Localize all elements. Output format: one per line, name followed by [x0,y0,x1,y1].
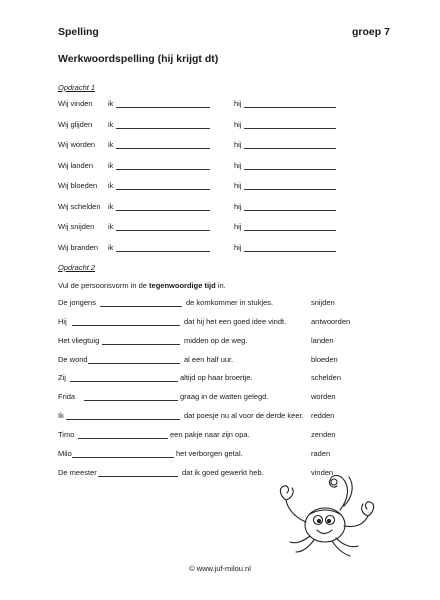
opdracht-1-row [0,242,440,254]
ik-prefix: ik [108,201,114,211]
sentence-end: dat poesje nu al voor de derde keer. [184,411,304,421]
verb-prompt: Wij bloeden [58,181,98,190]
ik-prefix: ik [108,140,114,149]
sentence-end: dat ik goed gewerkt heb. [182,467,264,477]
sentence-start: Het vliegtuig [58,335,100,345]
infinitive-hint: vinden [311,467,334,477]
opdracht-1-heading: Opdracht 1 [58,83,96,92]
ik-answer-field[interactable] [116,139,210,149]
ik-prefix: ik [108,160,114,170]
sentence-start: De jongens [58,298,96,307]
subject-label: Spelling [58,26,99,38]
ik-prefix: ik [108,242,114,252]
sentence-start: Ik [58,411,64,421]
opdracht-2-row [0,297,440,309]
hij-answer-field[interactable] [244,201,336,211]
verb-answer-field[interactable] [66,410,180,420]
hij-prefix: hij [234,222,242,231]
verb-prompt: Wij branden [58,242,99,252]
verb-answer-field[interactable] [78,429,168,439]
opdracht-2-instruction [58,281,226,290]
ik-answer-field[interactable] [116,160,210,170]
verb-answer-field[interactable] [100,297,182,307]
hij-prefix: hij [234,140,242,149]
opdracht-2-row [0,391,440,403]
verb-answer-field[interactable] [84,391,178,401]
opdracht-1-row [0,180,440,192]
verb-answer-field[interactable] [102,335,180,345]
infinitive-hint: landen [311,335,334,345]
ik-answer-field[interactable] [116,98,210,108]
opdracht-2-row [0,316,440,328]
sentence-end: het verborgen getal. [176,448,243,458]
verb-answer-field[interactable] [72,448,174,458]
sentence-end: al een half uur. [184,354,234,364]
cartoon-scorpion-icon [270,470,380,562]
opdracht-2-row [0,410,440,422]
verb-prompt: Wij landen [58,160,94,170]
verb-answer-field[interactable] [70,372,178,382]
ik-prefix: ik [108,181,114,190]
ik-prefix: ik [108,222,114,231]
hij-answer-field[interactable] [244,180,336,190]
sentence-start: Zij [58,373,66,383]
ik-prefix: ik [108,99,114,108]
verb-prompt: Wij glijden [58,119,93,129]
grade-label: groep 7 [352,26,390,38]
infinitive-hint: zenden [311,429,336,439]
verb-answer-field[interactable] [88,354,180,364]
infinitive-hint: redden [311,411,335,421]
verb-answer-field[interactable] [72,316,180,326]
opdracht-1-row [0,221,440,233]
opdracht-2-heading: Opdracht 2 [58,263,96,272]
sentence-end: altijd op haar broertje. [180,373,253,383]
sentence-end: graag in de watten gelegd. [180,392,269,402]
hij-answer-field[interactable] [244,242,336,252]
instruction-text-start: Vul de persoonsvorm in de [58,281,150,290]
sentence-start: Hij [58,316,67,326]
verb-answer-field[interactable] [98,467,178,477]
sentence-end: de komkommer in stukjes. [186,298,274,307]
sentence-start: De meester [58,467,97,477]
infinitive-hint: snijden [311,298,335,307]
sentence-start: De wond [58,354,88,364]
hij-answer-field[interactable] [244,221,336,231]
verb-prompt: Wij schelden [58,201,101,211]
hij-answer-field[interactable] [244,139,336,149]
sentence-start: Milo [58,448,72,458]
hij-prefix: hij [234,119,242,129]
hij-prefix: hij [234,160,242,170]
opdracht-2-row [0,372,440,384]
opdracht-2-row [0,335,440,347]
opdracht-2-row [0,354,440,366]
opdracht-1-row [0,201,440,213]
verb-prompt: Wij worden [58,140,96,149]
opdracht-1-row [0,160,440,172]
hij-answer-field[interactable] [244,160,336,170]
verb-prompt: Wij snijden [58,222,95,231]
sentence-start: Timo [58,429,75,439]
hij-answer-field[interactable] [244,119,336,129]
opdracht-1-row [0,98,440,110]
hij-answer-field[interactable] [244,98,336,108]
hij-prefix: hij [234,181,242,190]
instruction-text-end: in. [215,281,226,290]
opdracht-1-row [0,119,440,131]
hij-prefix: hij [234,242,242,252]
infinitive-hint: raden [311,448,331,458]
sentence-end: een pakje naar zijn opa. [170,429,250,439]
worksheet-title: Werkwoordspelling (hij krijgt dt) [58,53,219,65]
hij-prefix: hij [234,99,242,108]
copyright-footer: © www.juf-milou.nl [189,564,251,573]
sentence-start: Frida [58,392,76,402]
hij-prefix: hij [234,201,242,211]
ik-answer-field[interactable] [116,201,210,211]
opdracht-2-row [0,448,440,460]
verb-prompt: Wij vinden [58,99,93,108]
ik-answer-field[interactable] [116,242,210,252]
infinitive-hint: schelden [311,373,342,383]
ik-answer-field[interactable] [116,221,210,231]
instruction-emphasis: tegenwoordige tijd [149,281,216,290]
opdracht-1-row [0,139,440,151]
infinitive-hint: worden [311,392,336,402]
opdracht-2-row [0,429,440,441]
sentence-end: midden op de weg. [184,335,248,345]
ik-answer-field[interactable] [116,180,210,190]
ik-prefix: ik [108,119,114,129]
sentence-end: dat hij het een goed idee vindt. [184,316,287,326]
infinitive-hint: antwoorden [311,316,351,326]
ik-answer-field[interactable] [116,119,210,129]
infinitive-hint: bloeden [311,354,338,364]
